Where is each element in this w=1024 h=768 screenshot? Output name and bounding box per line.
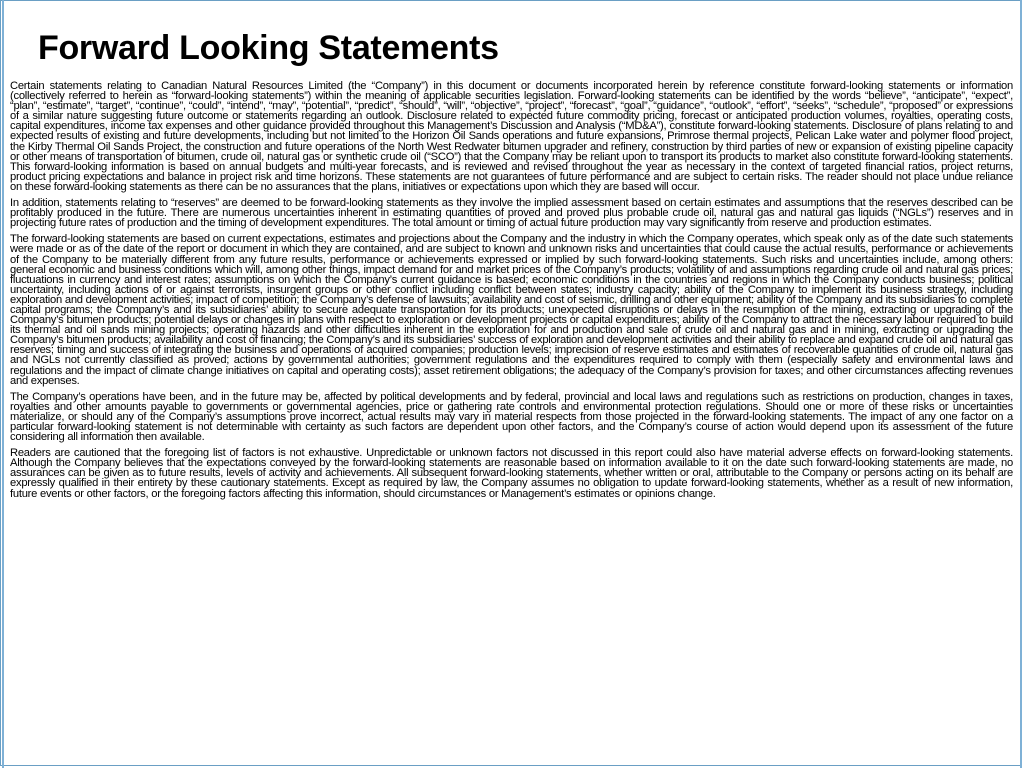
paragraph-caution: Readers are cautioned that the foregoing list of factors is not exhaustive. Unpredictable or unknown factors not discussed in this report could also have material adverse effects on forward-looking statements. Although the Company believes that the expectations conveyed by the forward-looking statements are reasonable based on information available to it on the date such forward-looking statements are made, no assurances can be given as to future results, levels of activity and achievements. All subsequent forward-looking statements, whether written or oral, attributable to the Company or persons acting on its behalf are expressly qualified in their entirety by these cautionary statements. Except as required by law, the Company assumes no obligation to update forward-looking statements, whether as a result of new information, future events or other factors, or the foregoing factors affecting this information, should circumstances or Management’s estimates or opinions change.	[10, 447, 1013, 500]
right-border-rule	[1020, 0, 1022, 768]
slide-title: Forward Looking Statements	[38, 29, 499, 67]
paragraph-reserves: In addition, statements relating to “reserves” are deemed to be forward-looking statements as they involve the implied assessment based on certain estimates and assumptions that the reserves described can be profitably produced in the future. There are numerous uncertainties inherent in estimating quantities of proved and proved plus probable crude oil, natural gas and natural gas liquids (“NGLs”) reserves and in projecting future rates of production and the timing of development expenditures. The total amount or timing of actual future production may vary significantly from reserve and production estimates.	[10, 197, 1013, 230]
paragraph-political-regulatory: The Company’s operations have been, and in the future may be, affected by political developments and by federal, provincial and local laws and regulations such as restrictions on production, changes in taxes, royalties and other amounts payable to governments or governmental agencies, price or gathering rate controls and environmental protection regulations. Should one or more of these risks or uncertainties materialize, or should any of the Company’s assumptions prove incorrect, actual results may vary in material respects from those projected in the forward-looking statements. The impact of any one factor on a particular forward-looking statement is not determinable with certainty as such factors are dependent upon other factors, and the Company’s course of action would depend upon its assessment of the future considering all information then available.	[10, 390, 1013, 444]
slide-body	[10, 81, 1013, 505]
left-border-rule	[2, 0, 4, 768]
paragraph-forward-looking-intro: Certain statements relating to Canadian Natural Resources Limited (the “Company”) in this document or documents incorporated herein by reference constitute forward-looking statements or information (collectively referred to herein as “forward-looking statements”) within the meaning of applicable securities legislation. Forward-looking statements can be identified by the words “believe”, “anticipate”, “expect”, “plan”, “estimate”, “target”, “continue”, “could”, “intend”, “may”, “potential”, “predict”, “should”, “will”, “objective”, “project”, “forecast”, “goal”, “guidance”, “outlook”, “effort”, “seeks”, “schedule”, “proposed” or expressions of a similar nature suggesting future outcome or statements regarding an outlook. Disclosure related to expected future commodity pricing, forecast or anticipated production volumes, royalties, operating costs, capital expenditures, income tax expenses and other guidance provided throughout this Management’s Discussion and Analysis (“MD&A”), constitute forward-looking statements. Disclosure of plans relating to and expected results of existing and future developments, including but not limited to the Horizon Oil Sands operations and future expansions, Primrose thermal projects, Pelican Lake water and polymer flood project, the Kirby Thermal Oil Sands Project, the construction and future operations of the North West Redwater bitumen upgrader and refinery, construction by third parties of new or expansion of existing pipeline capacity or other means of transportation of bitumen, crude oil, natural gas or synthetic crude oil (“SCO”) that the Company may be reliant upon to transport its products to market also constitute forward-looking statements. This forward-looking information is based on annual budgets and multi-year forecasts, and is reviewed and revised throughout the year as necessary in the context of targeted financial ratios, project returns, product pricing expectations and balance in project risk and time horizons. These statements are not guarantees of future performance and are subject to certain risks. The reader should not place undue reliance on these forward-looking statements as there can be no assurances that the plans, initiatives or expectations upon which they are based will occur.	[10, 80, 1013, 193]
paragraph-risks-uncertainties: The forward-looking statements are based on current expectations, estimates and projections about the Company and the industry in which the Company operates, which speak only as of the date such statements were made or as of the date of the report or document in which they are contained, and are subject to known and unknown risks and uncertainties that could cause the actual results, performance or achievements of the Company to be materially different from any future results, performance or achievements expressed or implied by such forward-looking statements. Such risks and uncertainties include, among others: general economic and business conditions which will, among other things, impact demand for and market prices of the Company’s products; volatility of and assumptions regarding crude oil and natural gas prices; fluctuations in currency and interest rates; assumptions on which the Company’s current guidance is based; economic conditions in the countries and regions in which the Company conducts business; political uncertainty, including actions of or against terrorists, insurgent groups or other conflict including conflict between states; industry capacity; ability of the Company to implement its business strategy, including exploration and development activities; impact of competition; the Company’s defense of lawsuits; availability and cost of seismic, drilling and other equipment; ability of the Company and its subsidiaries to complete capital programs; the Company’s and its subsidiaries’ ability to secure adequate transportation for its products; unexpected disruptions or delays in the resumption of the mining, extracting or upgrading of the Company’s bitumen products; potential delays or changes in plans with respect to exploration or development projects or capital expenditures; ability of the Company to attract the necessary labour required to build its thermal and oil sands mining projects; operating hazards and other difficulties inherent in the exploration for and production and sale of crude oil and natural gas and in mining, extracting or upgrading the Company’s bitumen products; availability and cost of financing; the Company’s and its subsidiaries’ success of exploration and development activities and their ability to replace and expand crude oil and natural gas reserves; timing and success of integrating the business and operations of acquired companies; production levels; imprecision of reserve estimates and estimates of recoverable quantities of crude oil, natural gas and NGLs not currently classified as proved; actions by governmental authorities; government regulations and the expenditures required to comply with them (especially safety and environmental laws and regulations and the impact of climate change initiatives on capital and operating costs); asset retirement obligations; the adequacy of the Company’s provision for taxes; and other circumstances affecting revenues and expenses.	[10, 233, 1013, 387]
